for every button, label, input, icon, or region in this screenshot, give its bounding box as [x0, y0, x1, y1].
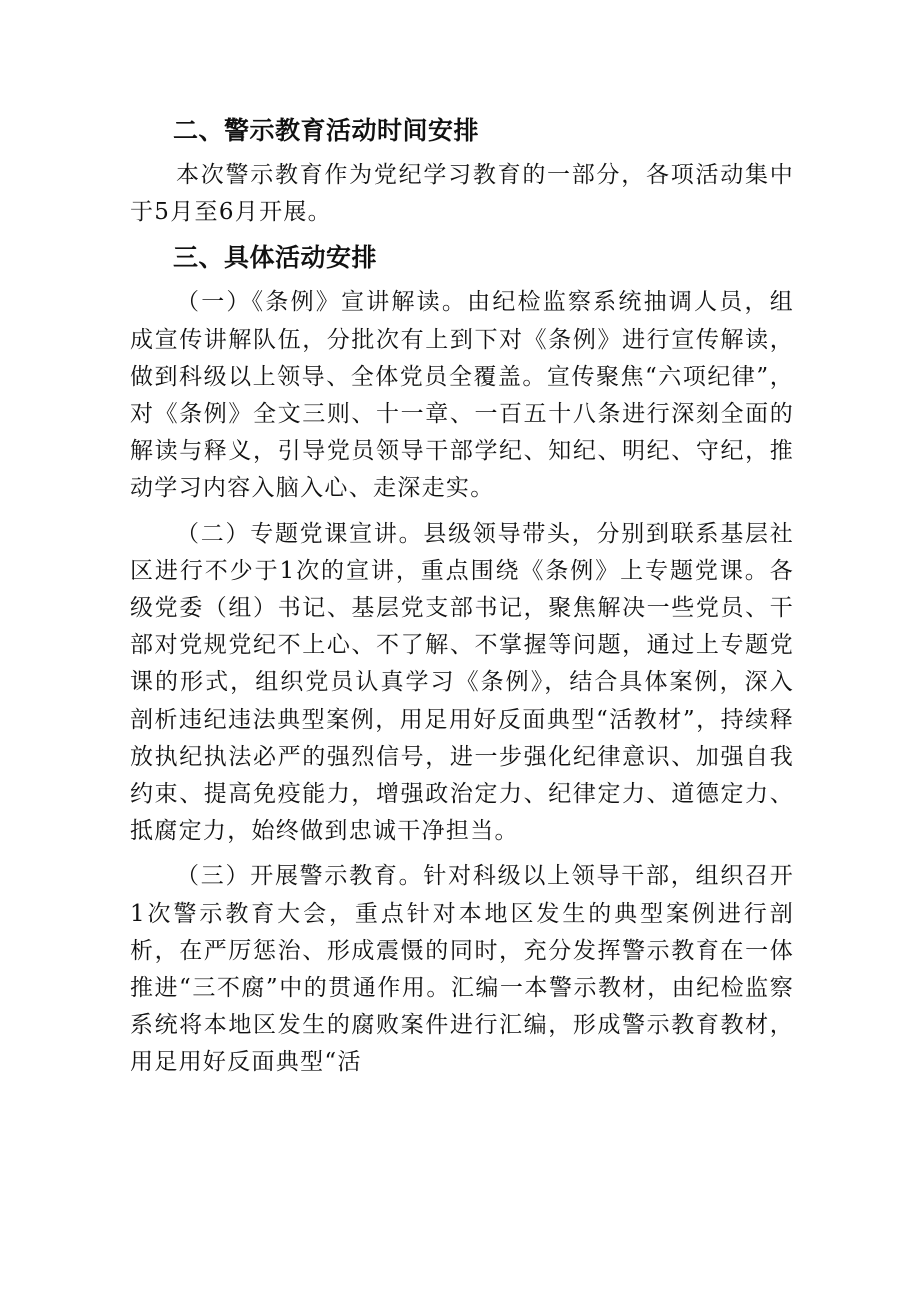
section-heading-activities: 三、具体活动安排: [173, 243, 378, 273]
paragraph-activity-2: （二）专题党课宣讲。县级领导带头，分别到联系基层社区进行不少于1次的宣讲，重点围绕《条例》上专题党课。各级党委（组）书记、基层党支部书记，聚焦解决一些党员、干部对党规党纪不上心、不了解、不掌握等问题，通过上专题党课的形式，组织党员认真学习《条例》，结合具体案例，深入剖析违纪违法典型案例，用足用好反面典型“活教材”，持续释放执纪执法必严的强烈信号，进一步强化纪律意识、加强自我约束、提高免疫能力，增强政治定力、纪律定力、道德定力、抵腐定力，始终做到忠诚干净担当。: [130, 520, 794, 845]
spacer: [130, 276, 794, 284]
spacer: [130, 850, 794, 858]
paragraph-schedule: 本次警示教育作为党纪学习教育的一部分，各项活动集中于5月至6月开展。: [130, 162, 794, 226]
paragraph-activity-3: （三）开展警示教育。针对科级以上领导干部，组织召开1次警示教育大会，重点针对本地区发生的典型案例进行剖析，在严厉惩治、形成震慑的同时，充分发挥警示教育在一体推进“三不腐”中的贯通作用。汇编一本警示教材，由纪检监察系统将本地区发生的腐败案件进行汇编，形成警示教育教材，用足用好反面典型“活: [130, 863, 794, 1076]
section-heading-schedule: 二、警示教育活动时间安排: [173, 116, 480, 145]
spacer: [130, 508, 794, 516]
spacer: [130, 231, 794, 239]
paragraph-activity-1: （一）《条例》宣讲解读。由纪检监察系统抽调人员，组成宣传讲解队伍，分批次有上到下对《条例》进行宣传解读，做到科级以上领导、全体党员全覆盖。宣传聚焦“六项纪律”，对《条例》全文三则、十一章、一百五十八条进行深刻全面的解读与释义，引导党员领导干部学纪、知纪、明纪、守纪，推动学习内容入脑入心、走深走实。: [130, 289, 794, 502]
document-body: [130, 112, 794, 1082]
spacer: [130, 149, 794, 157]
